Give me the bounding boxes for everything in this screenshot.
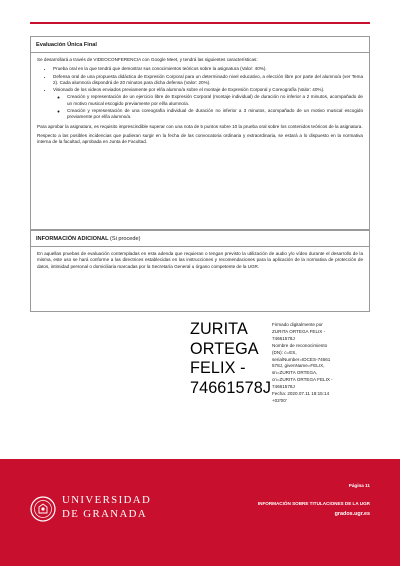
list-item-text: Visionado de los videos enviados previamente por el/la alumno/a sobre el montaje de Expresión Corporal y Coreografía (Valor: 40%).	[53, 87, 325, 93]
signature-detail-line: serialNumber=IDCES-74661	[272, 356, 331, 362]
sub-list-item: ◦ Creación y representación de un ejercicio libre de Expresión Corporal (montaje individual) de duración no inferior a 2 minutos, acompañado de un motivo musical escogido previamente por el/la alumno/a.	[67, 94, 363, 107]
footer-info-label: INFORMACIÓN SOBRE TITULACIONES DE LA UGR	[257, 501, 370, 506]
signer-name-line: ZURITA	[190, 320, 248, 338]
incidents-paragraph: Respecto a las posibles incidencias que pudieran surgir en la fecha de las convocatoria ordinaria y extraordinaria, se estará a lo dispuesto en la normativa interna de la facultad, aprobada en Junta de Facultad.	[37, 132, 363, 145]
signature-detail-line: Nombre de reconocimiento	[272, 342, 328, 348]
top-red-rule	[30, 22, 370, 24]
section-body	[31, 247, 369, 278]
evaluacion-section	[30, 36, 370, 230]
university-name-line: DE GRANADA	[62, 507, 148, 520]
section-title-text: INFORMACIÓN ADICIONAL	[36, 236, 109, 242]
section-body	[31, 53, 369, 154]
signature-detail-line: 578J, givenName=FELIX,	[272, 363, 325, 369]
signer-name-line: 74661578J	[190, 378, 272, 397]
list-item	[53, 87, 363, 120]
sub-list	[53, 94, 363, 120]
signature-detail-line: ZURITA ORTEGA FELIX -	[272, 328, 326, 334]
page-number: Página 11	[348, 483, 370, 488]
signature-detail-line: cn=ZURITA ORTEGA FELIX -	[272, 377, 333, 383]
page-footer	[0, 459, 400, 566]
intro-paragraph: Se desarrollará a través de VIDEOCONFERENCIA con Google Meet, y tendrá las siguientes características:	[37, 57, 258, 62]
evaluation-list	[37, 66, 363, 120]
signature-detail-line: (DN): c=ES,	[272, 349, 297, 355]
signature-detail-line: +02'00'	[272, 397, 287, 403]
info-adicional-section	[30, 230, 370, 312]
university-name-line: UNIVERSIDAD	[62, 494, 152, 506]
requirement-paragraph: Para aprobar la asignatura, es requisito imprescindible superar con una nota de 5 puntos sobre 10 la prueba oral sobre los contenidos teóricos de la asignatura.	[37, 123, 363, 129]
section-title	[31, 231, 369, 247]
digital-signature	[190, 320, 370, 415]
footer-site-label: grados.ugr.es	[334, 511, 370, 517]
signature-detail-line: 74661578J	[272, 335, 295, 341]
info-paragraph: En aquellas pruebas de evaluación contempladas en esta adenda que requieran o tengan previsto la utilización de audio y/o vídeo durante el desarrollo de la misma, este uso se hará conforme a las directrices establecidas en las instrucciones y recomendaciones para la aplicación de la normativa de protección de datos, intimidad personal o domiciliaria marcadas por la Secretaría General u órgano competente de la UGR.	[37, 251, 363, 269]
sub-list-item: ◦ Creación y representación de una coreografía individual de duración no inferior a 3 minutos, acompañado de un motivo musical escogido previamente por el/la alumno/a.	[67, 108, 363, 121]
section-title: Evaluación Única Final	[31, 37, 369, 53]
signature-detail-line: sn=ZURITA ORTEGA,	[272, 370, 318, 376]
signer-name-line: FELIX -	[190, 359, 246, 377]
university-name	[62, 494, 151, 521]
section-title-note: (Si procede)	[109, 236, 141, 242]
university-seal-icon	[30, 496, 56, 522]
signature-detail-line: Firmado digitalmente por	[272, 322, 323, 327]
signer-name	[190, 320, 272, 398]
list-item: • Prueba oral en la que tendrá que demostrar sus conocimientos teóricos sobre la asignatura (Valor: 40%).	[53, 66, 363, 72]
signature-detail-line: Fecha: 2020.07.11 18:15:14	[272, 391, 330, 397]
list-item: • Defensa oral de una propuesta didáctica de Expresión Corporal para un determinado nivel educativo, a elección libre por parte del alumno/a (ver Tema 2). Cada alumno/a dispondrá de 20 minutos para dicha defensa (Valor: 20%).	[53, 74, 363, 87]
signature-details	[272, 322, 364, 405]
signature-detail-line: 74661578J	[272, 384, 295, 390]
signer-name-line: ORTEGA	[190, 339, 259, 358]
